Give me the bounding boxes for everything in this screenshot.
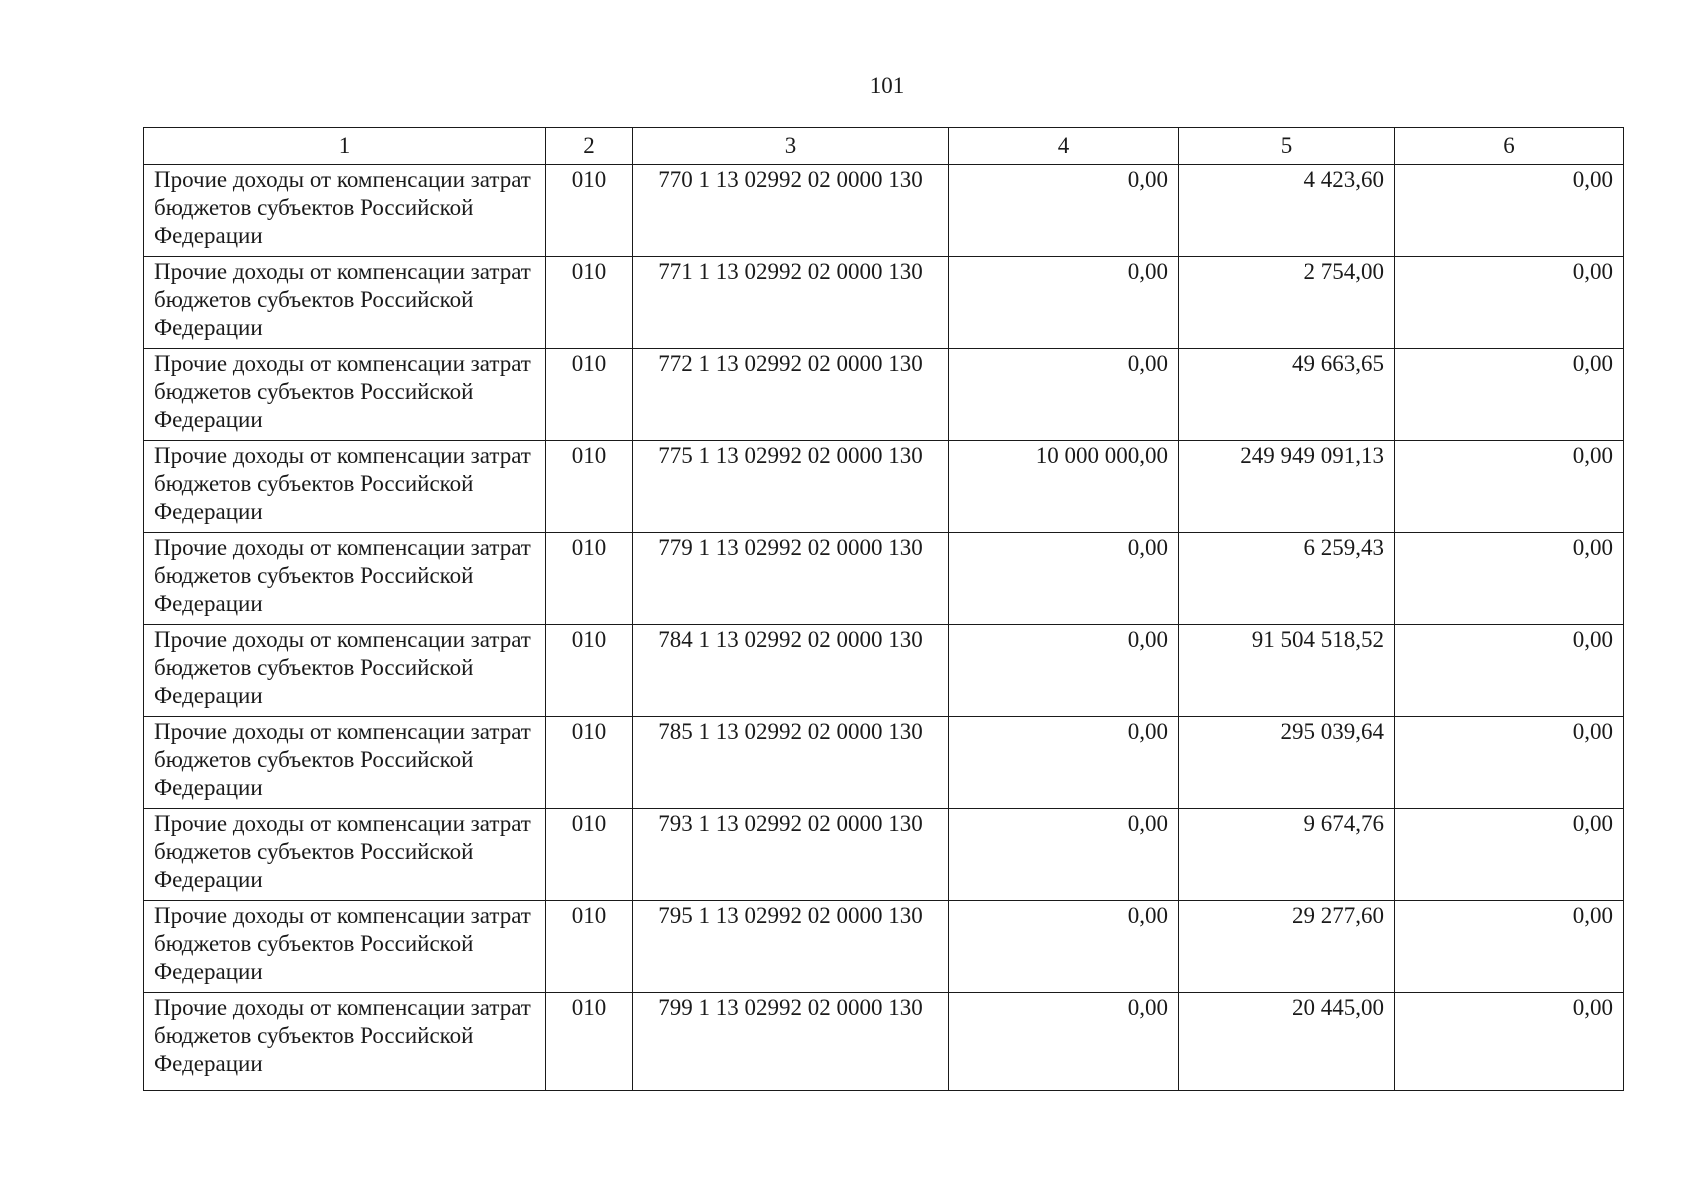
- line-code-cell: 010: [546, 533, 633, 625]
- line-code-cell: 010: [546, 993, 633, 1091]
- amount-col4-cell: 0,00: [949, 165, 1179, 257]
- amount-col4-cell: 0,00: [949, 349, 1179, 441]
- amount-col6-cell: 0,00: [1395, 441, 1624, 533]
- budget-classification-code-cell: 771 1 13 02992 02 0000 130: [633, 257, 949, 349]
- amount-col6-cell: 0,00: [1395, 533, 1624, 625]
- revenue-name-cell: Прочие доходы от компенсации затрат бюджетов субъектов Российской Федерации: [144, 257, 546, 349]
- amount-col5-cell: 20 445,00: [1179, 993, 1395, 1091]
- table-row: [144, 809, 1624, 901]
- budget-classification-code-cell: 795 1 13 02992 02 0000 130: [633, 901, 949, 993]
- table-row: [144, 165, 1624, 257]
- amount-col4-cell: 10 000 000,00: [949, 441, 1179, 533]
- amount-col5-cell: 49 663,65: [1179, 349, 1395, 441]
- line-code-cell: 010: [546, 441, 633, 533]
- table-header-row: [144, 128, 1624, 165]
- budget-classification-code-cell: 770 1 13 02992 02 0000 130: [633, 165, 949, 257]
- column-header: 3: [633, 128, 949, 165]
- amount-col4-cell: 0,00: [949, 533, 1179, 625]
- amount-col6-cell: 0,00: [1395, 349, 1624, 441]
- line-code-cell: 010: [546, 901, 633, 993]
- amount-col5-cell: 295 039,64: [1179, 717, 1395, 809]
- amount-col5-cell: 91 504 518,52: [1179, 625, 1395, 717]
- amount-col4-cell: 0,00: [949, 993, 1179, 1091]
- amount-col6-cell: 0,00: [1395, 993, 1624, 1091]
- amount-col6-cell: 0,00: [1395, 717, 1624, 809]
- page-number: 101: [869, 73, 905, 98]
- column-header: 6: [1395, 128, 1624, 165]
- amount-col4-cell: 0,00: [949, 901, 1179, 993]
- budget-classification-code-cell: 779 1 13 02992 02 0000 130: [633, 533, 949, 625]
- amount-col5-cell: 4 423,60: [1179, 165, 1395, 257]
- revenue-name-cell: Прочие доходы от компенсации затрат бюджетов субъектов Российской Федерации: [144, 349, 546, 441]
- amount-col6-cell: 0,00: [1395, 901, 1624, 993]
- amount-col6-cell: 0,00: [1395, 257, 1624, 349]
- amount-col5-cell: 29 277,60: [1179, 901, 1395, 993]
- column-header: 4: [949, 128, 1179, 165]
- line-code-cell: 010: [546, 809, 633, 901]
- column-header: 5: [1179, 128, 1395, 165]
- amount-col6-cell: 0,00: [1395, 809, 1624, 901]
- revenue-name-cell: Прочие доходы от компенсации затрат бюджетов субъектов Российской Федерации: [144, 441, 546, 533]
- table-row: [144, 533, 1624, 625]
- amount-col5-cell: 2 754,00: [1179, 257, 1395, 349]
- budget-classification-code-cell: 784 1 13 02992 02 0000 130: [633, 625, 949, 717]
- revenue-name-cell: Прочие доходы от компенсации затрат бюджетов субъектов Российской Федерации: [144, 165, 546, 257]
- table-row: [144, 441, 1624, 533]
- amount-col4-cell: 0,00: [949, 809, 1179, 901]
- line-code-cell: 010: [546, 625, 633, 717]
- line-code-cell: 010: [546, 165, 633, 257]
- revenue-table: [143, 127, 1624, 1091]
- budget-classification-code-cell: 785 1 13 02992 02 0000 130: [633, 717, 949, 809]
- revenue-name-cell: Прочие доходы от компенсации затрат бюджетов субъектов Российской Федерации: [144, 625, 546, 717]
- amount-col5-cell: 9 674,76: [1179, 809, 1395, 901]
- amount-col4-cell: 0,00: [949, 717, 1179, 809]
- table-row: [144, 349, 1624, 441]
- amount-col5-cell: 6 259,43: [1179, 533, 1395, 625]
- revenue-name-cell: Прочие доходы от компенсации затрат бюджетов субъектов Российской Федерации: [144, 533, 546, 625]
- table-row: [144, 993, 1624, 1091]
- revenue-name-cell: Прочие доходы от компенсации затрат бюджетов субъектов Российской Федерации: [144, 901, 546, 993]
- budget-classification-code-cell: 799 1 13 02992 02 0000 130: [633, 993, 949, 1091]
- line-code-cell: 010: [546, 717, 633, 809]
- amount-col5-cell: 249 949 091,13: [1179, 441, 1395, 533]
- amount-col4-cell: 0,00: [949, 625, 1179, 717]
- line-code-cell: 010: [546, 349, 633, 441]
- revenue-name-cell: Прочие доходы от компенсации затрат бюджетов субъектов Российской Федерации: [144, 717, 546, 809]
- table-row: [144, 717, 1624, 809]
- table-row: [144, 257, 1624, 349]
- line-code-cell: 010: [546, 257, 633, 349]
- column-header: 1: [144, 128, 546, 165]
- amount-col6-cell: 0,00: [1395, 165, 1624, 257]
- revenue-name-cell: Прочие доходы от компенсации затрат бюджетов субъектов Российской Федерации: [144, 993, 546, 1091]
- amount-col4-cell: 0,00: [949, 257, 1179, 349]
- column-header: 2: [546, 128, 633, 165]
- budget-classification-code-cell: 775 1 13 02992 02 0000 130: [633, 441, 949, 533]
- revenue-name-cell: Прочие доходы от компенсации затрат бюджетов субъектов Российской Федерации: [144, 809, 546, 901]
- amount-col6-cell: 0,00: [1395, 625, 1624, 717]
- budget-classification-code-cell: 793 1 13 02992 02 0000 130: [633, 809, 949, 901]
- table-row: [144, 625, 1624, 717]
- table-row: [144, 901, 1624, 993]
- budget-classification-code-cell: 772 1 13 02992 02 0000 130: [633, 349, 949, 441]
